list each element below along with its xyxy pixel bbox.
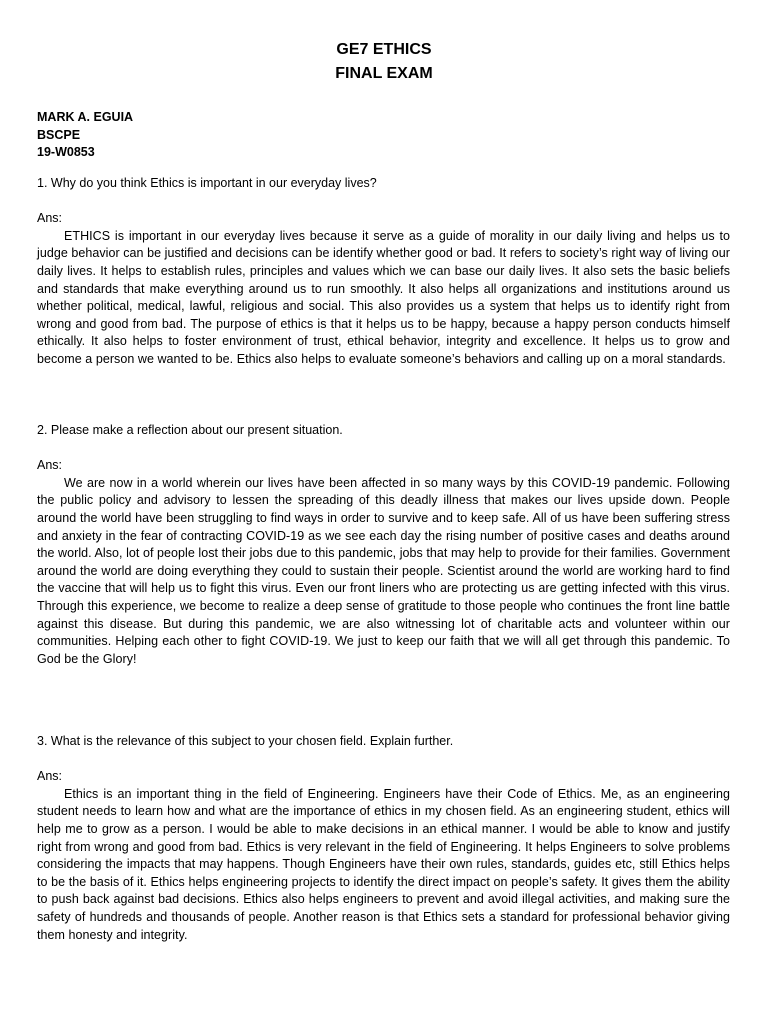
- answer-2: We are now in a world wherein our lives have been affected in so many ways by this COVID-19 pandemic. Following the public policy and advisory to lessen the spreading of this deadly illness that makes our lives upside down. People around the world have been struggling to find ways in order to survive and to keep safe. All of us have been suffering stress and anxiety in the fear of contracting COVID-19 as we see each day the rising number of positive cases and deaths around the world. Also, lot of people lost their jobs due to this pandemic, jobs that may help to provide for their families. Government around the world are doing everything they could to sustain their people. Scientist around the world are working hard to find the vaccine that will help us to fight this virus. Even our front liners who are protecting us are getting infected with this virus. Through this experience, we become to realize a deep sense of gratitude to those people who continues the front line battle against this disease. But during this pandemic, we are also witnessing lot of charitable acts and volunteer within our communities. Helping each other to fight COVID-19. We just to keep our faith that we will all get through this pandemic. To God be the Glory!: [37, 475, 730, 666]
- student-id: 19-W0853: [37, 145, 95, 159]
- question-block-2: [37, 422, 730, 668]
- question-3: 3. What is the relevance of this subject to your chosen field. Explain further.: [37, 734, 454, 748]
- question-block-3: [37, 733, 730, 944]
- exam-title: FINAL EXAM: [335, 65, 433, 82]
- answer-label-2: Ans:: [37, 458, 63, 473]
- question-2: 2. Please make a reflection about our present situation.: [37, 423, 343, 437]
- student-program: BSCPE: [37, 127, 81, 142]
- answer-label-3: Ans:: [37, 769, 63, 784]
- question-block-1: [37, 175, 730, 369]
- student-name: MARK A. EGUIA: [37, 110, 134, 124]
- answer-3: Ethics is an important thing in the field of Engineering. Engineers have their Code of Ethics. Me, as an engineering student needs to learn how and what are the importance of ethics in my chosen field. As an engineering student, ethics will help me to grow as a person. I would be able to make decisions in an ethical manner. I would be able to know and justify right from wrong and good from bad. Ethics is very relevant in the field of Engineering. It helps Engineers to solve problems considering the impacts that may happens. Though Engineers have their own rules, standards, guides etc, still Ethics helps to be the basis of it. Ethics helps engineering projects to identify the direct impact on people’s safety. It gives them the ability to push back against bad decisions. Ethics also helps engineers to prevent and avoid illegal activities, and making sure the safety of hundreds and thousands of people. Another reason is that Ethics sets a standard for professional behavior giving them honesty and integrity.: [37, 786, 730, 942]
- document-header: [0, 38, 768, 86]
- course-title: GE7 ETHICS: [336, 41, 432, 58]
- answer-1: ETHICS is important in our everyday lives because it serve as a guide of morality in our daily living and helps us to judge behavior can be justified and decisions can be identify whether good or bad. It refers to society’s right way of living our daily lives. It helps to establish rules, principles and values which we can base our daily lives. It also sets the basic beliefs and standards that make everything around us to run smoothly. It also helps all organizations and institutions around us whether political, medical, lawful, religious and social. This also provides us a system that helps us to identify right from wrong and good from bad. The purpose of ethics is that it helps us to be happy, because a happy person conducts himself ethically. It also helps to foster environment of trust, ethical behavior, integrity and excellence. It helps us to grow and become a person we wanted to be. Ethics also helps to evaluate someone’s behaviors and calling up on a moral standards.: [37, 228, 730, 366]
- student-info: [37, 109, 133, 162]
- answer-label-1: Ans:: [37, 211, 63, 226]
- question-1: 1. Why do you think Ethics is important in our everyday lives?: [37, 176, 377, 190]
